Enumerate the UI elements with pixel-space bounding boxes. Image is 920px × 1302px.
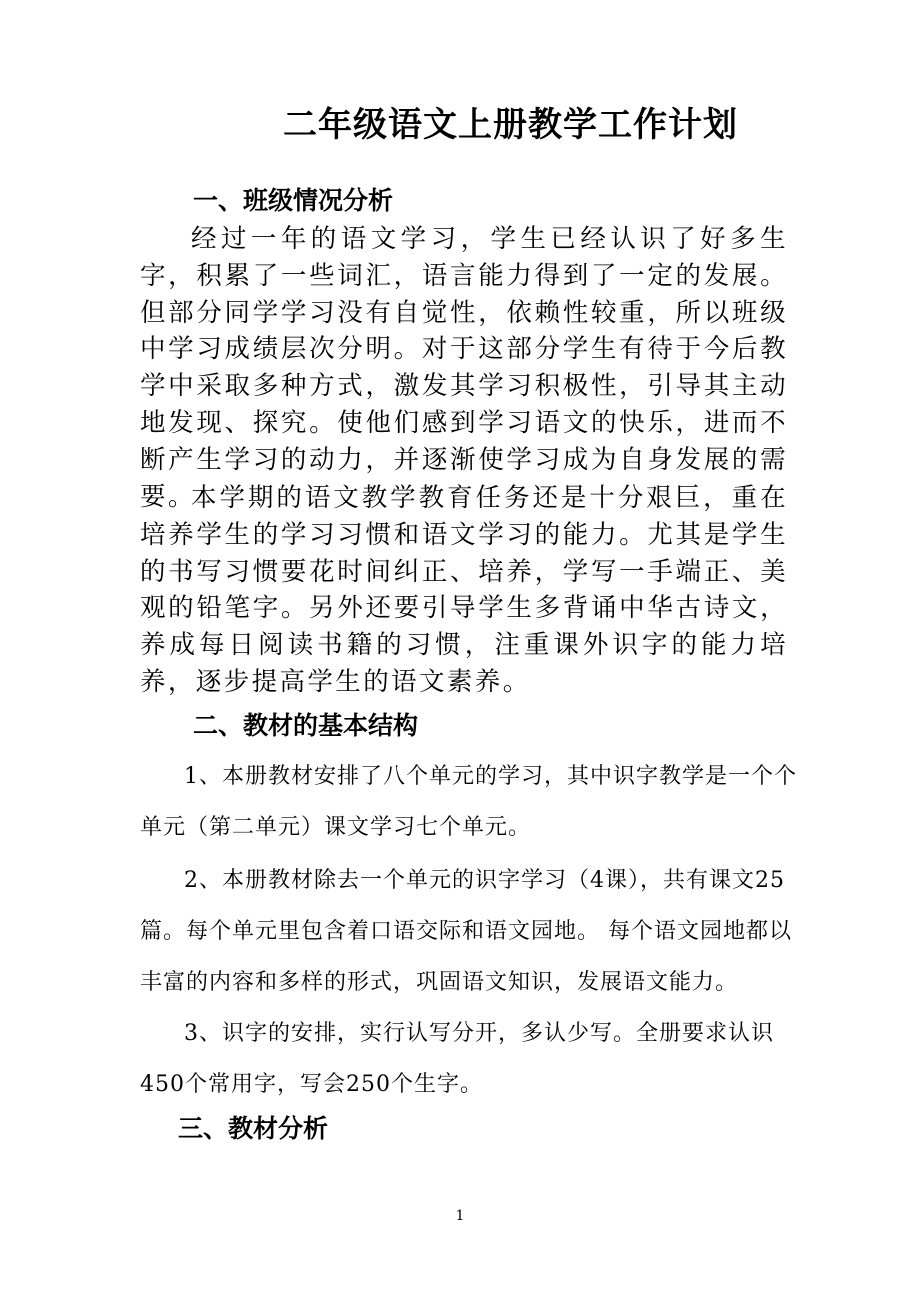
document-title: 二年级语文上册教学工作计划 [283, 105, 738, 145]
paragraph-structure-1: 1、本册教材安排了八个单元的学习，其中识字教学是一个个单元（第二单元）课文学习七个单元。 [140, 764, 797, 840]
section-heading-textbook-structure: 二、教材的基本结构 [193, 711, 419, 740]
paragraph-structure-3: 3、识字的安排，实行认写分开，多认少写。全册要求认识450个常用字，写会250个生字。 [140, 1021, 774, 1097]
section-heading-class-analysis: 一、班级情况分析 [193, 186, 394, 215]
paragraph-class-analysis-1: 经过一年的语文学习，学生已经认识了好多生字，积累了一些词汇，语言能力得到了一定的发展。但部分同学学习没有自觉性，依赖性较重，所以班级中学习成绩层次分明。对于这部分学生有待于今后教学中采取多种方式，激发其学习积极性，引导其主动地发现、探究。使他们感到学习语文的快乐，进而不断产生学习的动力，并逐渐使学习成为自身发展的需要。 [140, 224, 788, 512]
section-heading-textbook-analysis: 三、教材分析 [178, 1114, 329, 1143]
page-number: 1 [455, 1208, 465, 1224]
paragraph-structure-2: 2、本册教材除去一个单元的识字学习（4课），共有课文25篇。每个单元里包含着口语交际和语文园地。 每个语文园地都以丰富的内容和多样的形式，巩固语文知识，发展语文能力。 [140, 868, 792, 995]
paragraph-class-analysis-2: 本学期的语文教学教育任务还是十分艰巨，重在培养学生的学习习惯和语文学习的能力。尤其是学生的书写习惯要花时间纠正、培养，学写一手端正、美观的铅笔字。另外还要引导学生多背诵中华古诗文，养成每日阅读书籍的习惯，注重课外识字的能力培养，逐步提高学生的语文素养。 [140, 483, 788, 697]
